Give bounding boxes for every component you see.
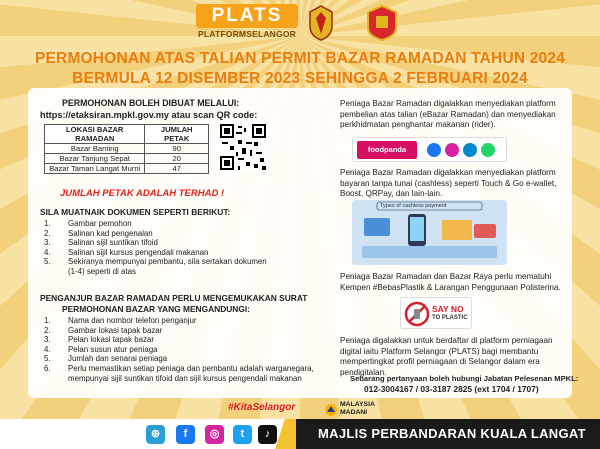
qr-code[interactable]: [218, 122, 268, 172]
table-cell-count: 20: [145, 154, 209, 164]
list-item: 1. Nama dan nombor telefon penganjur: [44, 316, 197, 325]
list-item: 5. Sekiranya mempunyai pembantu, sila sertakan dokumen (1-4) seperti di atas: [44, 257, 267, 276]
paragraph-online-platform: Peniaga Bazar Ramadan digalakkan menyediakan platform pembelian atas talian (eBazar Ramadan) dan menyediakan perkhidmatan penghantar makanan (rider).: [340, 99, 556, 129]
telegram-icon: [463, 143, 477, 157]
tiktok-icon[interactable]: ♪: [258, 425, 277, 444]
contact-numbers: 012-3004167 / 03-3187 2825 (ext 1704 / 1707): [364, 384, 539, 394]
madani-emblem-icon: [324, 403, 338, 417]
limited-plots-notice: JUMLAH PETAK ADALAH TERHAD !: [60, 188, 225, 199]
list-item: 2. Gambar lokasi tapak bazar: [44, 325, 163, 335]
plats-logo-text: PLATS: [196, 4, 298, 28]
twitter-icon[interactable]: t: [233, 425, 252, 444]
malaysia-madani-logo: [340, 401, 375, 416]
organizer-list: [44, 316, 334, 383]
cashless-label: Types of cashless payment: [380, 203, 447, 209]
list-item: 4. Pelan susun atur peniaga: [44, 344, 158, 354]
table-row: [45, 154, 209, 164]
kita-selangor-logo: #KitaSelangor: [228, 402, 296, 413]
location-table: [44, 124, 209, 174]
list-item: 6. Perlu memastikan setiap peniaga dan pembantu adalah warganegara, mempunyai sijil suntikan tifoid dan sijil kursus pengendali makanan: [44, 363, 314, 383]
facebook-icon: [427, 143, 441, 157]
instagram-icon: [445, 143, 459, 157]
no-plastic-text-2: TO PLASTIC: [432, 315, 468, 321]
paragraph-plats-register: Peniaga digalakkan untuk berdaftar di platform perniagaan digital iaitu Platform Selangor (PLATS) bagi membantu mempertingkat profil perniagaan di Selangor dalam era pendigitalan.: [340, 336, 553, 377]
table-cell-location: Bazar Taman Langat Murni: [45, 164, 145, 174]
apply-url-link[interactable]: https://etaksiran.mpkl.gov.my atau scan QR code:: [40, 110, 258, 120]
madani-text-2: MADANI: [340, 408, 368, 416]
mpkl-crest-icon: [362, 4, 402, 42]
table-cell-count: 90: [145, 144, 209, 154]
organizer-heading-1: PENGANJUR BAZAR RAMADAN PERLU MENGEMUKAKAN SURAT: [40, 293, 308, 303]
apply-heading: PERMOHONAN BOLEH DIBUAT MELALUI:: [62, 98, 240, 108]
delivery-platforms-banner: [352, 137, 507, 162]
page-title-line-1: PERMOHONAN ATAS TALIAN PERMIT BAZAR RAMADAN TAHUN 2024: [34, 50, 566, 67]
table-row: [45, 164, 209, 174]
instagram-icon[interactable]: ◎: [205, 425, 224, 444]
paragraph-cashless: Peniaga Bazar Ramadan digalakkan menyediakan platform bayaran tanpa tunai (cashless) seperti Touch & Go e-wallet, Boost, QRPay, dan lain-lain.: [340, 168, 557, 198]
globe-icon[interactable]: ⊕: [146, 425, 165, 444]
foodpanda-logo: foodpanda: [357, 141, 417, 159]
table-cell-location: Bazar Tanjung Sepat: [45, 154, 145, 164]
list-item: 4. Salinan sijil kursus pengendali makanan: [44, 247, 209, 257]
list-item: 2. Salinan kad pengenalan: [44, 228, 153, 238]
table-cell-count: 47: [145, 164, 209, 174]
table-header-location: LOKASI BAZAR RAMADAN: [45, 125, 145, 144]
documents-heading: SILA MUATNAIK DOKUMEN SEPERTI BERIKUT:: [40, 207, 231, 217]
no-plastic-icon: [404, 301, 430, 327]
table-header-count: JUMLAH PETAK: [145, 125, 209, 144]
page-title-line-2: BERMULA 12 DISEMBER 2023 SEHINGGA 2 FEBRUARI 2024: [72, 70, 528, 87]
organizer-heading-2: PERMOHONAN BAZAR YANG MENGANDUNGI:: [62, 304, 250, 314]
no-plastic-text-1: SAY NO: [432, 304, 464, 314]
no-plastic-badge: [400, 297, 472, 329]
cashless-payment-icon: [352, 200, 507, 265]
madani-text-1: MALAYSIA: [340, 401, 375, 408]
table-row: [45, 144, 209, 154]
selangor-crest-icon: [306, 4, 336, 42]
list-item: 3. Salinan sijil suntikan tifoid: [44, 238, 158, 248]
documents-list: [44, 219, 274, 277]
list-item: 3. Pelan lokasi tapak bazar: [44, 335, 154, 345]
plats-logo-subtext: PLATFORMSELANGOR: [198, 29, 296, 39]
plats-logo: [196, 4, 298, 42]
facebook-icon[interactable]: f: [176, 425, 195, 444]
list-item: 1. Gambar pemohon: [44, 219, 132, 228]
contact-heading: Sebarang pertanyaan boleh hubungi Jabatan Pelesenan MPKL:: [350, 374, 579, 383]
paragraph-no-plastic: Peniaga Bazar Ramadan dan Bazar Raya perlu mematuhi Kempen #BebasPlastik & Larangan Penggunaan Polisterina.: [340, 272, 561, 292]
table-cell-location: Bazar Banting: [45, 144, 145, 154]
list-item: 5. Jumlah dan senarai peniaga: [44, 354, 168, 364]
whatsapp-icon: [481, 143, 495, 157]
council-name: MAJLIS PERBANDARAN KUALA LANGAT: [318, 426, 586, 441]
cashless-payment-illustration: [352, 200, 507, 265]
